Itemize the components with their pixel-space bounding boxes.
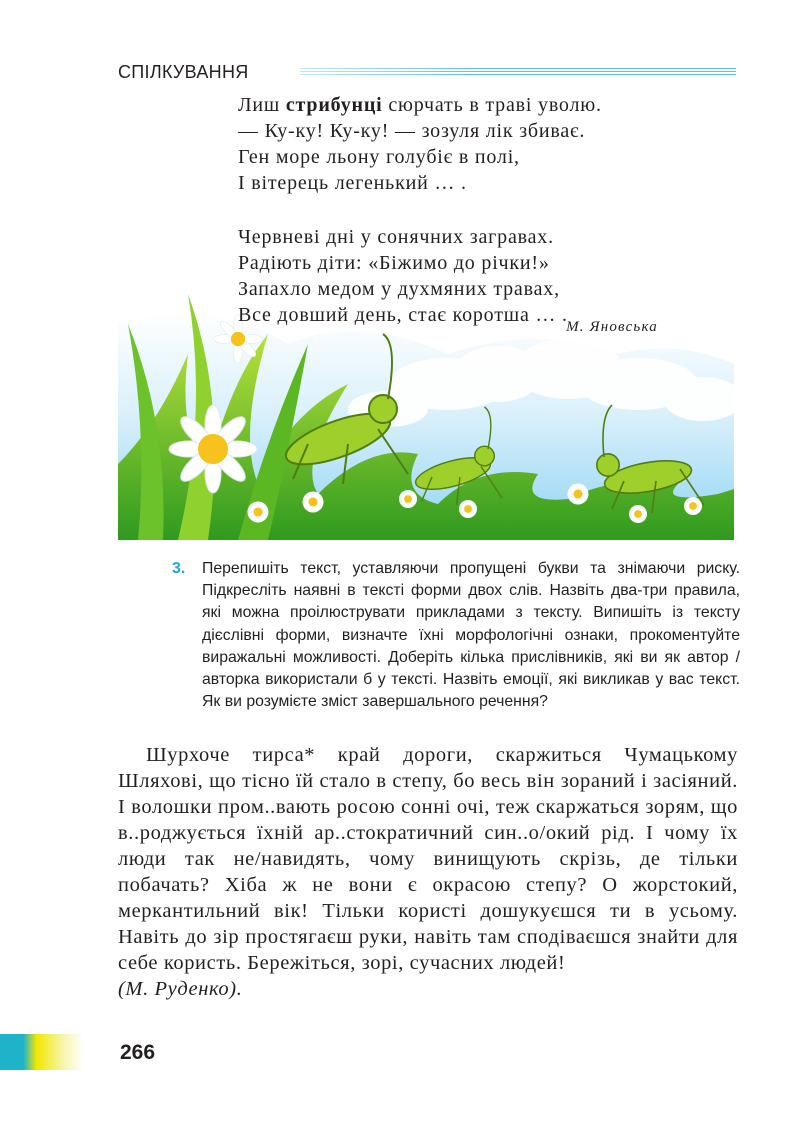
header-decorative-rule <box>300 68 736 77</box>
exercise-text: Перепишіть текст, уставляючи пропущені букви та знімаючи риску. Підкресліть наявні в тексті форми двох слів. Назвіть два-три правила, які можна проілюструвати прикладами з тексту. Випишіть із тексту дієслівні форми, визначте їхні морфологічні ознаки, прокоментуйте виражальні можливості. Доберіть кілька прислівників, які ви як автор / авторка використали б у тексті. Назвіть емоції, які викликав у вас текст. Як ви розумієте зміст завершального речення? <box>202 560 740 711</box>
poem-line: І вітерець легенький … . <box>238 172 467 194</box>
poem-line: Лиш стрибунці сюрчать в траві уволю. <box>238 94 602 116</box>
page-number: 266 <box>120 1041 156 1064</box>
poem-line: Радіють діти: «Біжимо до річки!» <box>238 252 550 274</box>
poem <box>238 92 658 335</box>
poem-bold-word: стрибунці <box>285 94 383 116</box>
poem-author: М. Яновська <box>566 319 658 335</box>
prose-paragraph: Шурхоче тирса* край дороги, скаржиться Чумацькому Шляхові, що тісно їй стало в степу, бо весь він зораний і засіяний. І волошки пром..вають росою сонні очі, теж скаржаться зорям, що в..роджується їхній ар..стократичний син..о/окий рід. І чому їх люди так не/навидять, чому винищують скрізь, де тільки побачать? Хіба ж не вони є окрасою степу? О жорстокий, меркантильний вік! Тільки користі дошукуєшся ти в усьому. Навіть до зір простягаєш руки, навіть там сподіваєшся знайти для себе користь. Бережіться, зорі, сучасних людей! (М. Руденко). <box>118 744 738 1000</box>
exercise-number: 3. <box>172 560 186 577</box>
poem-line: — Ку-ку! Ку-ку! — зозуля лік збиває. <box>238 120 586 142</box>
prose-text <box>118 742 738 1002</box>
poem-line: Все довший день, стає коротша … . <box>238 304 568 326</box>
poem-line: Червневі дні у сонячних загравах. <box>238 226 554 248</box>
prose-author: (М. Руденко). <box>118 978 243 1000</box>
poem-line: Запахло медом у духмяних травах, <box>238 278 560 300</box>
section-header-title: СПІЛКУВАННЯ <box>118 62 249 82</box>
poem-line: Ген море льону голубіє в полі, <box>238 146 520 168</box>
exercise-task <box>174 558 740 713</box>
